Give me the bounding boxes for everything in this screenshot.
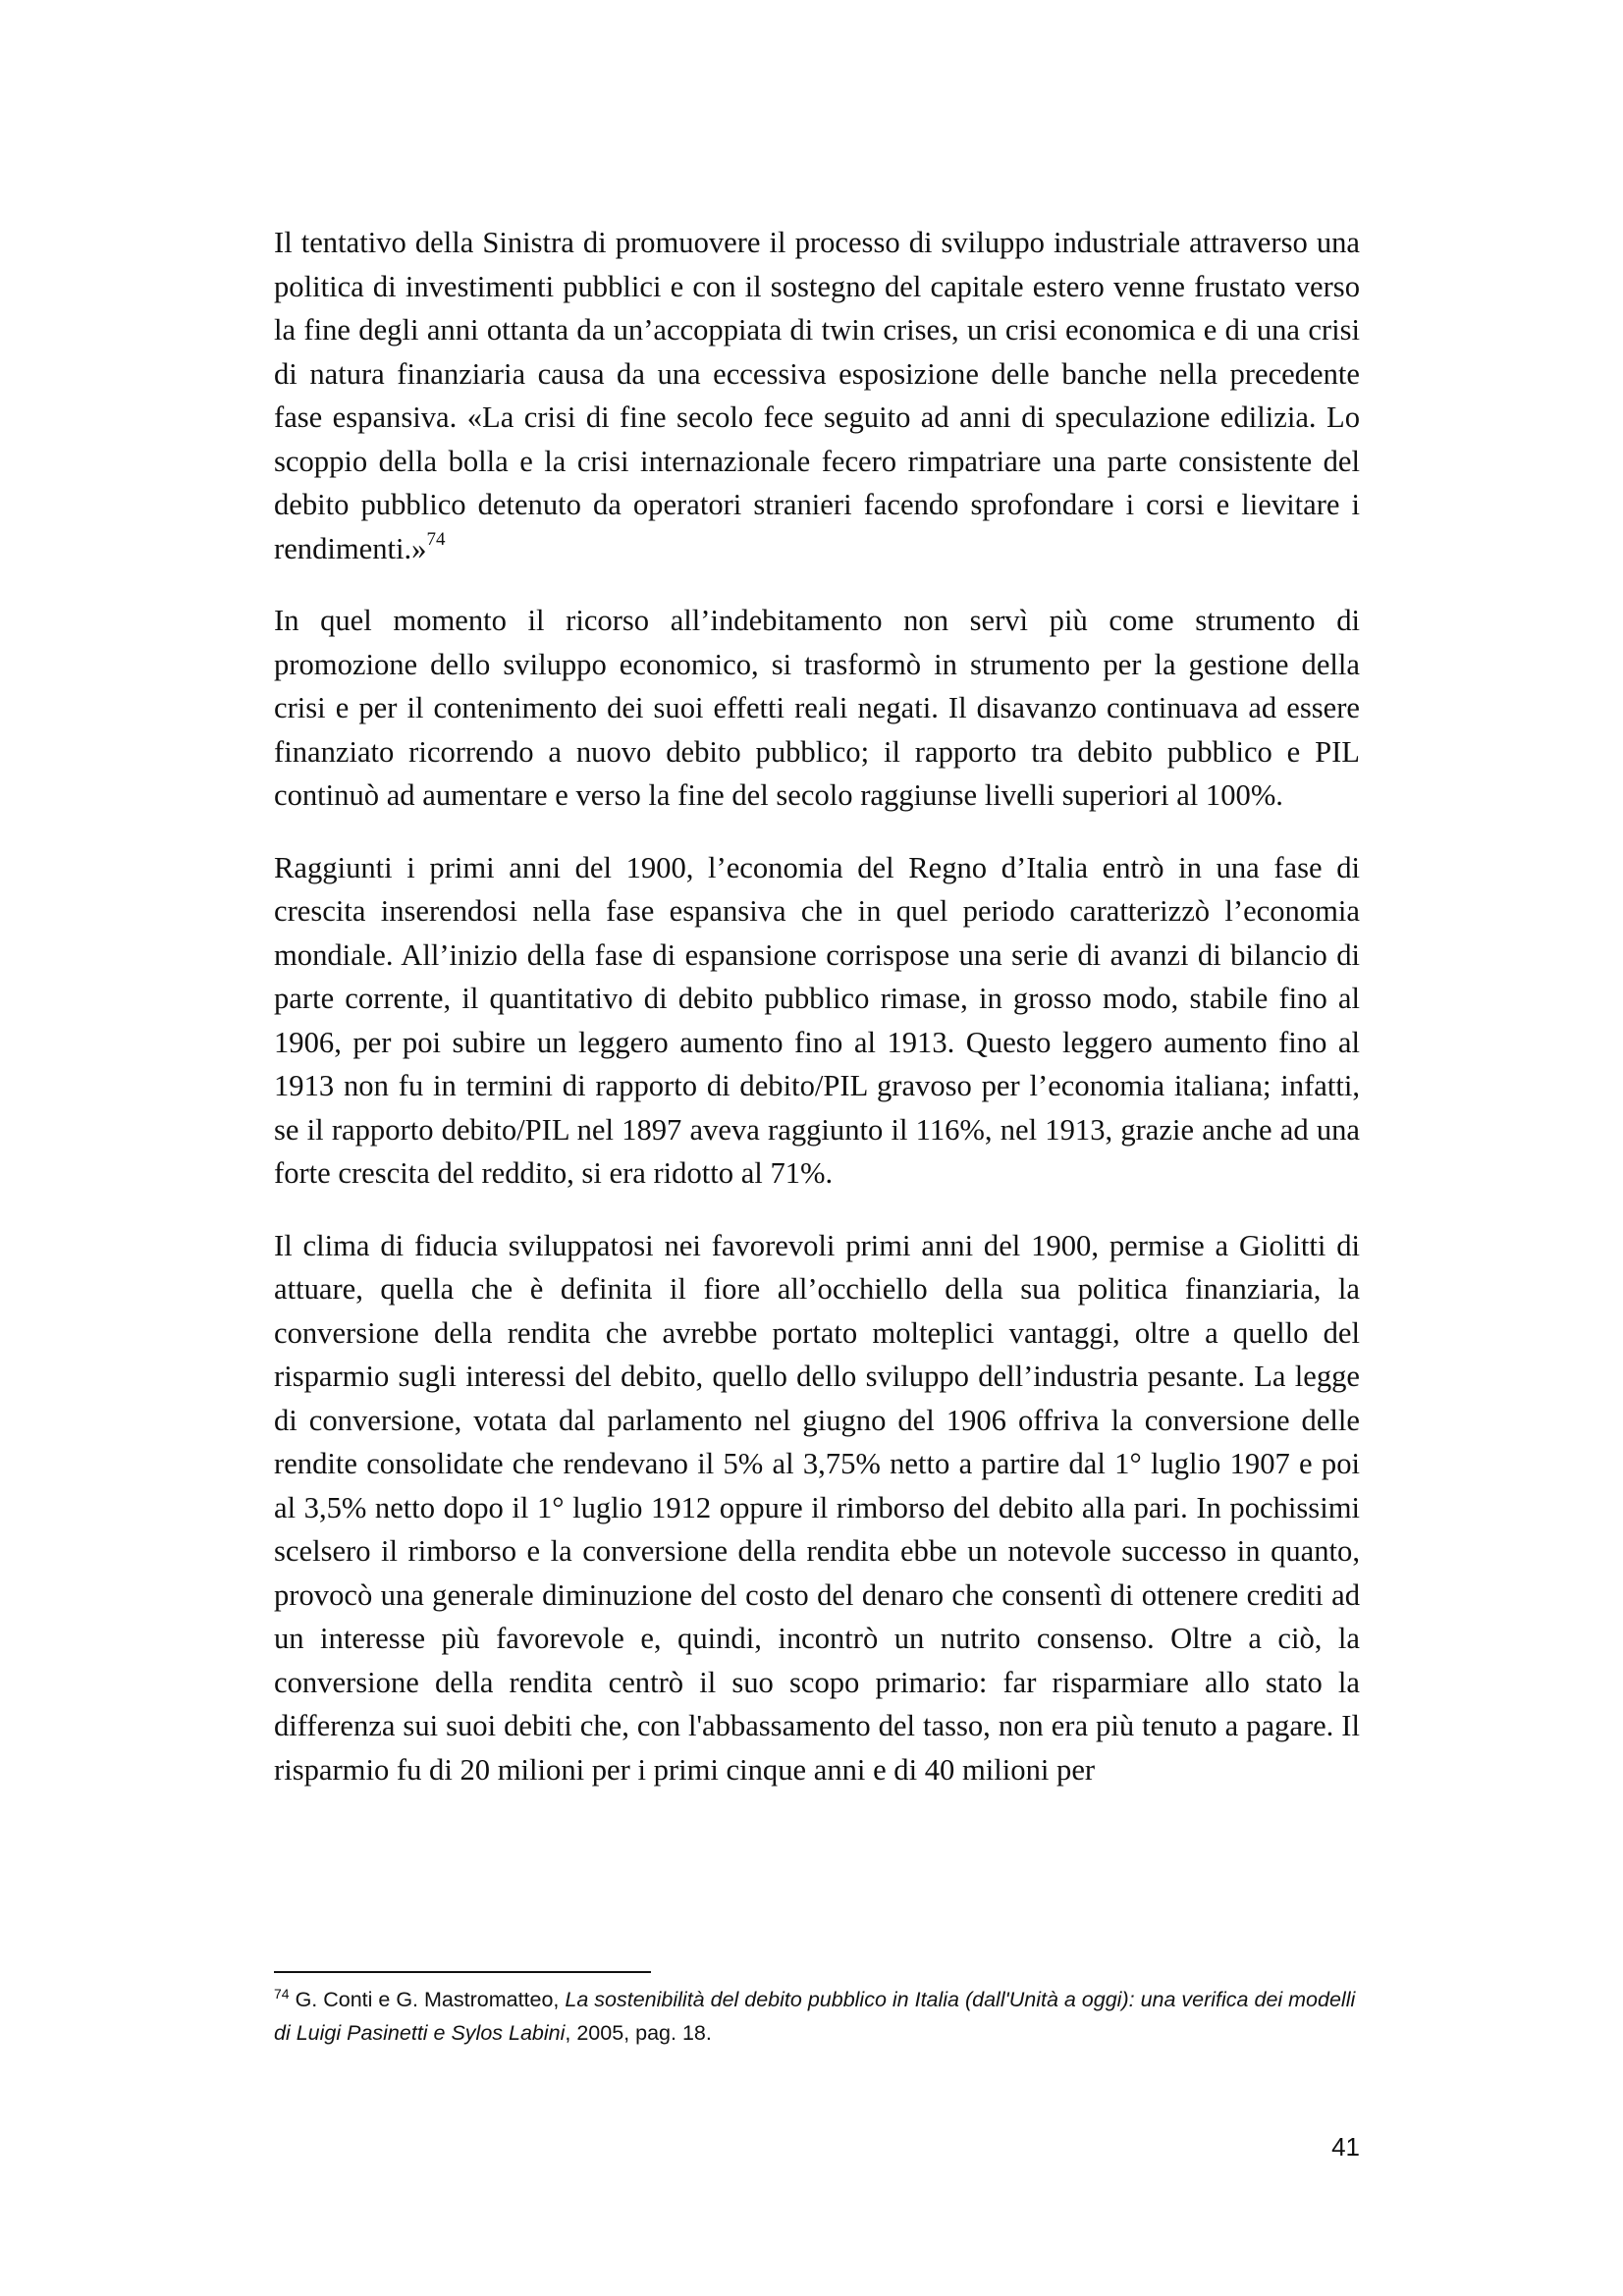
paragraph-2: In quel momento il ricorso all’indebitamento non servì più come strumento di promozione dello sviluppo economico, si trasformò in strumento per la gestione della crisi e per il contenimento dei suoi effetti reali negati. Il disavanzo continuava ad essere finanziato ricorrendo a nuovo debito pubblico; il rapporto tra debito pubblico e PIL continuò ad aumentare e verso la fine del secolo raggiunse livelli superiori al 100%. <box>274 604 1360 812</box>
footnote-separator <box>274 1971 651 1973</box>
document-body <box>274 221 1360 1820</box>
page-number: 41 <box>1331 2132 1360 2162</box>
paragraph-1-text: Il tentativo della Sinistra di promuovere il processo di sviluppo industriale attraverso una politica di investimenti pubblici e con il sostegno del capitale estero venne frustato verso la fine degli anni ottanta da un’accoppiata di twin crises, un crisi economica e di una crisi di natura finanziaria causa da una eccessiva esposizione delle banche nella precedente fase espansiva. «La crisi di fine secolo fece seguito ad anni di speculazione edilizia. Lo scoppio della bolla e la crisi internazionale fecero rimpatriare una parte consistente del debito pubblico detenuto da operatori stranieri facendo sprofondare i corsi e lievitare i rendimenti.» <box>274 226 1360 565</box>
footnote-title: La sostenibilità del debito pubblico in Italia (dall'Unità a oggi): una verifica dei modelli di Luigi Pasinetti e Sylos Labini <box>274 1988 1356 2045</box>
footnote-reference: 74 <box>426 529 446 551</box>
footnote-details: , 2005, pag. 18. <box>565 2021 712 2045</box>
paragraph-4: Il clima di fiducia sviluppatosi nei favorevoli primi anni del 1900, permise a Giolitti di attuare, quella che è definita il fiore all’occhiello della sua politica finanziaria, la conversione della rendita che avrebbe portato molteplici vantaggi, oltre a quello del risparmio sugli interessi del debito, quello dello sviluppo dell’industria pesante. La legge di conversione, votata dal parlamento nel giugno del 1906 offriva la conversione delle rendite consolidate che rendevano il 5% al 3,75% netto a partire dal 1° luglio 1907 e poi al 3,5% netto dopo il 1° luglio 1912 oppure il rimborso del debito alla pari. In pochissimi scelsero il rimborso e la conversione della rendita ebbe un notevole successo in quanto, provocò una generale diminuzione del costo del denaro che consentì di ottenere crediti ad un interesse più favorevole e, quindi, incontrò un nutrito consenso. Oltre a ciò, la conversione della rendita centrò il suo scopo primario: far risparmiare allo stato la differenza sui suoi debiti che, con l'abbassamento del tasso, non era più tenuto a pagare. Il risparmio fu di 20 milioni per i primi cinque anni e di 40 milioni per <box>274 1228 1360 1787</box>
footnote-number: 74 <box>274 1985 290 2002</box>
paragraph-1 <box>274 221 1360 570</box>
footnote <box>274 1983 1360 2050</box>
footnote-authors: G. Conti e G. Mastromatteo, <box>295 1988 560 2011</box>
paragraph-3: Raggiunti i primi anni del 1900, l’economia del Regno d’Italia entrò in una fase di crescita inserendosi nella fase espansiva che in quel periodo caratterizzò l’economia mondiale. All’inizio della fase di espansione corrispose una serie di avanzi di bilancio di parte corrente, il quantitativo di debito pubblico rimase, in grosso modo, stabile fino al 1906, per poi subire un leggero aumento fino al 1913. Questo leggero aumento fino al 1913 non fu in termini di rapporto di debito/PIL gravoso per l’economia italiana; infatti, se il rapporto debito/PIL nel 1897 aveva raggiunto il 116%, nel 1913, grazie anche ad una forte crescita del reddito, si era ridotto al 71%. <box>274 850 1360 1190</box>
